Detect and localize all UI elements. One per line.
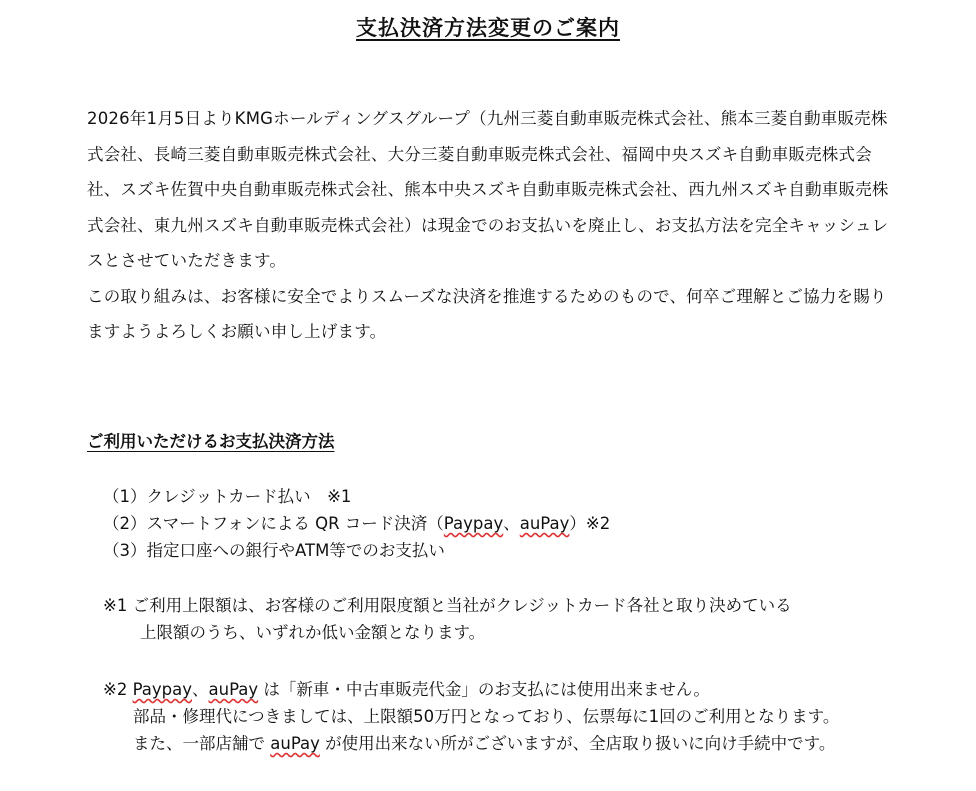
intro-text — [87, 101, 893, 350]
payment-methods-list — [103, 483, 610, 564]
note-2-line-3-suffix: が使用出来ない所がございますが、全店取り扱いに向け手続中です。 — [319, 734, 836, 753]
paypay-label: Paypay — [443, 514, 504, 533]
note-1-line-1: ※1 ご利用上限額は、お客様のご利用限度額と当社がクレジットカード各社と取り決めている — [103, 596, 792, 615]
intro-paragraph-1: 2026年1月5日よりKMGホールディングスグループ（九州三菱自動車販売株式会社、熊本三菱自動車販売株式会社、長崎三菱自動車販売株式会社、大分三菱自動車販売株式会社、福岡中央スズキ自動車販売株式会社、スズキ佐賀中央自動車販売株式会社、熊本中央スズキ自動車販売株式会社、西九州スズキ自動車販売株式会社、東九州スズキ自動車販売株式会社）は現金でのお支払いを廃止し、お支払方法を完全キャッシュレスとさせていただきます。 — [87, 109, 889, 270]
intro-paragraph-2: この取り組みは、お客様に安全でよりスムーズな決済を推進するためのもので、何卒ご理解とご協力を賜りますようよろしくお願い申し上げます。 — [87, 286, 887, 341]
method-text: （3）指定口座への銀行やATM等でのお支払い — [103, 541, 445, 560]
note-2 — [103, 676, 839, 757]
paypay-label: Paypay — [132, 680, 193, 699]
note-2-prefix: ※2 — [103, 680, 133, 699]
payment-method-bank-transfer — [103, 537, 610, 564]
note-2-line-1 — [103, 676, 839, 703]
aupay-label: auPay — [270, 734, 320, 753]
method-suffix: ）※2 — [569, 514, 611, 533]
page-title-text: 支払決済方法変更のご案内 — [356, 16, 620, 40]
note-2-separator: 、 — [192, 680, 209, 699]
note-1-line-2: 上限額のうち、いずれか低い金額となります。 — [140, 623, 486, 642]
method-text: （2）スマートフォンによる QR コード決済（ — [103, 514, 444, 533]
note-2-line-3-prefix: また、一部店舗で — [133, 734, 271, 753]
note-2-line-3 — [103, 730, 839, 757]
aupay-label: auPay — [208, 680, 259, 699]
note-1 — [103, 592, 792, 646]
page-title — [0, 12, 976, 42]
payment-method-qr-code — [103, 510, 610, 537]
method-separator: 、 — [503, 514, 520, 533]
method-text: （1）クレジットカード払い ※1 — [103, 487, 352, 506]
payment-method-credit-card — [103, 483, 610, 510]
note-2-line-2: 部品・修理代につきましては、上限額50万円となっており、伝票毎に1回のご利用となります。 — [133, 707, 840, 726]
section-heading: ご利用いただけるお支払決済方法 — [87, 432, 335, 451]
aupay-label: auPay — [519, 514, 570, 533]
note-2-suffix: は「新車・中古車販売代金」のお支払には使用出来ません。 — [258, 680, 710, 699]
